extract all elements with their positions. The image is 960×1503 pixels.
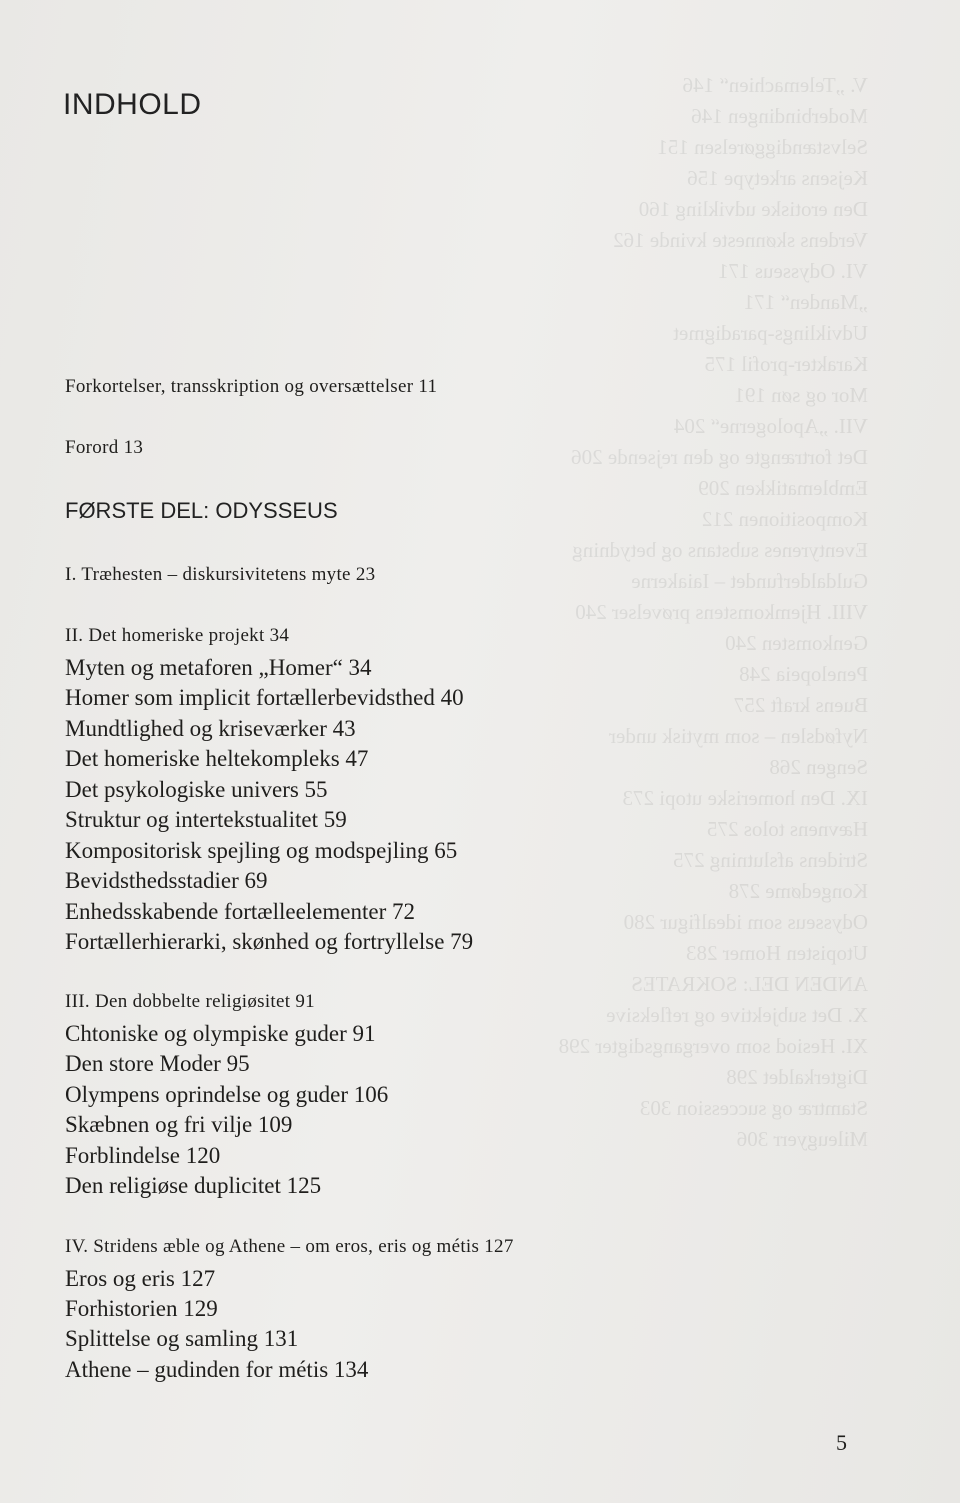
bleed-through-line: Utopisten Homer 283 [686, 941, 868, 965]
toc-entry-forord: Forord 13 [65, 437, 144, 458]
toc-subentry: Athene – gudinden for métis 134 [65, 1357, 369, 1382]
bleed-through-line: Sengen 268 [769, 755, 868, 779]
toc-subentry: Eros og eris 127 [65, 1266, 216, 1291]
bleed-through-line: Eventyrenes substans og betydning [572, 538, 868, 562]
bleed-through-line: Udviklings-paradigmet [673, 321, 868, 345]
bleed-through-line: VIII. Hjemkomstens prøvelser 240 [575, 600, 868, 624]
bleed-through-line: X. Det subjektive og refleksive [606, 1003, 868, 1027]
bleed-through-line: Verdens skønneste kvinde 162 [613, 228, 868, 252]
bleed-through-line: Hævnens tolos 275 [706, 817, 868, 841]
toc-subentry: Skæbnen og fri vilje 109 [65, 1112, 293, 1137]
bleed-through-line: Det fortrængte og den rejsende 206 [571, 445, 868, 469]
toc-subentry: Myten og metaforen „Homer“ 34 [65, 655, 372, 680]
bleed-through-line: Penelopeia 248 [739, 662, 868, 686]
bleed-through-line: Den erotiske udvikling 160 [638, 197, 868, 221]
bleed-through-line: Mor og søn 191 [734, 383, 868, 407]
toc-subentry: Kompositorisk spejling og modspejling 65 [65, 838, 458, 863]
bleed-through-line: Kongedøme 278 [728, 879, 868, 903]
toc-subentry: Den religiøse duplicitet 125 [65, 1173, 322, 1198]
chapter-heading-2: II. Det homeriske projekt 34 [65, 625, 290, 646]
toc-subentry: Forhistorien 129 [65, 1296, 218, 1321]
chapter-heading-3: III. Den dobbelte religiøsitet 91 [65, 991, 315, 1012]
bleed-through-line: VII. „Apologerne“ 204 [673, 414, 868, 438]
toc-subentry: Det homeriske heltekompleks 47 [65, 746, 369, 771]
toc-subentry: Forblindelse 120 [65, 1143, 221, 1168]
toc-subentry: Bevidsthedsstadier 69 [65, 868, 268, 893]
bleed-through-line: Genkomsten 240 [725, 631, 868, 655]
toc-subentry: Det psykologiske univers 55 [65, 777, 328, 802]
bleed-through-line: Emblematikken 209 [698, 476, 868, 500]
part-heading: FØRSTE DEL: ODYSSEUS [65, 498, 338, 523]
bleed-through-line: VI. Odysseus 171 [718, 259, 868, 283]
toc-subentry: Splittelse og samling 131 [65, 1326, 299, 1351]
page-title: INDHOLD [63, 88, 202, 121]
bleed-through-line: Kejsens arketype 156 [687, 166, 868, 190]
bleed-through-line: Odysseus som idealfigur 280 [623, 910, 868, 934]
chapter-heading-4: IV. Stridens æble og Athene – om eros, eris og métis 127 [65, 1236, 514, 1257]
bleed-through-line: IX. Den homeriske utopi 273 [622, 786, 868, 810]
bleed-through-line: XI. Hesiod som overgangsdigter 298 [558, 1034, 868, 1058]
toc-subentry: Struktur og intertekstualitet 59 [65, 807, 347, 832]
bleed-through-line: Selvstændiggørelsen 151 [657, 135, 868, 159]
bleed-through-line: Mileugyerr 306 [736, 1127, 868, 1151]
bleed-through-line: Digterkaldet 298 [726, 1065, 868, 1089]
bleed-through-line: Nyfødslen – som mytisk under [609, 724, 868, 748]
toc-subentry: Enhedsskabende fortælleelementer 72 [65, 899, 415, 924]
bleed-through-line: Moderbindingen 146 [691, 104, 868, 128]
toc-subentry: Olympens oprindelse og guder 106 [65, 1082, 389, 1107]
bleed-through-line: Kompositionen 212 [701, 507, 868, 531]
bleed-through-line: Stamtræ og succession 303 [639, 1096, 868, 1120]
bleed-through-line: Karakter-profil 175 [704, 352, 868, 376]
toc-subentry: Homer som implicit fortællerbevidsthed 40 [65, 685, 464, 710]
bleed-through-line: Stridens afslutning 275 [673, 848, 868, 872]
chapter-heading-1: I. Træhesten – diskursivitetens myte 23 [65, 564, 376, 585]
toc-subentry: Den store Moder 95 [65, 1051, 250, 1076]
toc-subentry: Fortællerhierarki, skønhed og fortryllelse 79 [65, 929, 474, 954]
bleed-through-line: ANDEN DEL: SOKRATES [631, 972, 868, 996]
bleed-through-line: Guldalderfundet – Iaiakerne [631, 569, 868, 593]
bleed-through-line: Buens kraft 257 [733, 693, 868, 717]
toc-subentry: Chtoniske og olympiske guder 91 [65, 1021, 376, 1046]
bleed-through-line: „Manden“ 171 [743, 290, 868, 314]
toc-subentry: Mundtlighed og kriseværker 43 [65, 716, 356, 741]
page-number: 5 [836, 1430, 847, 1455]
bleed-through-line: V. „Telemachien“ 146 [682, 73, 868, 97]
toc-entry-forkortelser: Forkortelser, transskription og oversættelser 11 [65, 376, 438, 397]
bleed-through-text [398, 70, 868, 1155]
